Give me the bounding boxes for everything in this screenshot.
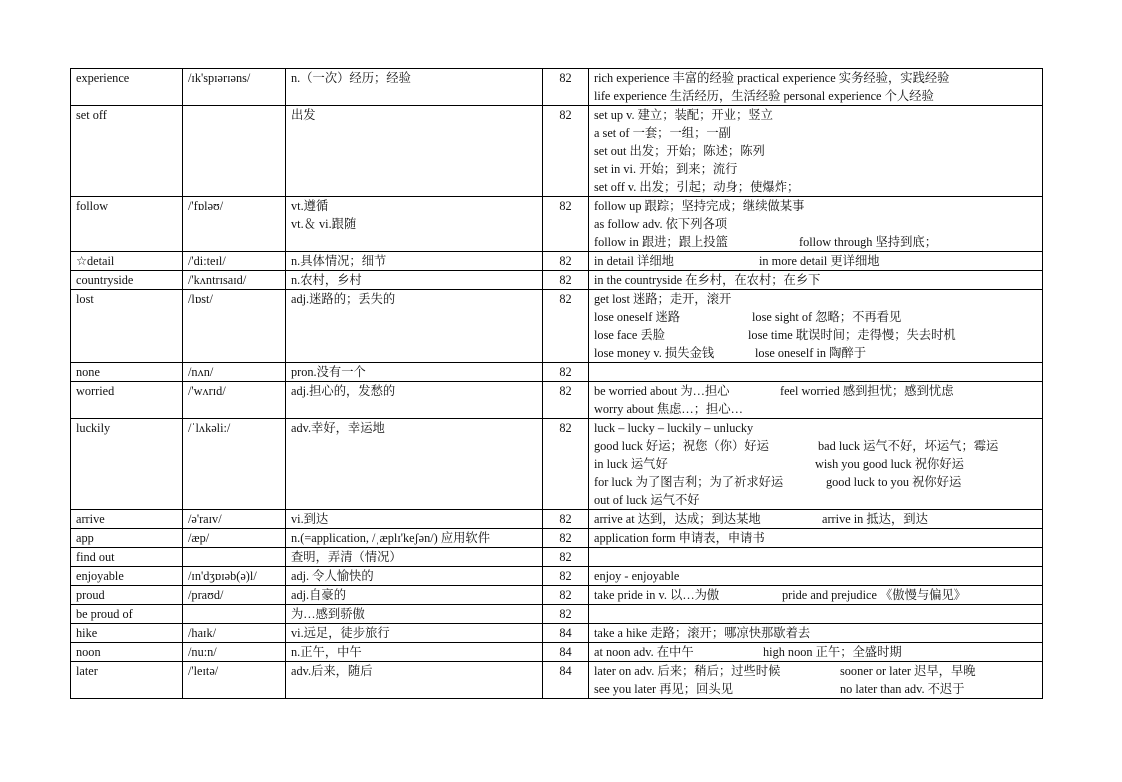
phrase-text: good luck to you 祝你好运 [826,475,962,489]
phrase-line [594,473,1037,491]
phrase-line [594,529,1037,547]
page-number-cell: 82 [543,419,589,510]
phrase-line [594,308,1037,326]
phonetic-cell: /'fɒləʊ/ [183,197,286,252]
phrase-text: life experience 生活经历，生活经验 personal experience 个人经验 [594,89,934,103]
phrase-text: wish you good luck 祝你好运 [815,457,964,471]
phrases-cell [589,605,1043,624]
phrase-line [594,326,1037,344]
word-cell: lost [71,290,183,363]
page-number-cell: 82 [543,69,589,106]
meaning-text: vt.＆ vi.跟随 [291,217,357,231]
phrases-cell [589,106,1043,197]
phrase-text: high noon 正午；全盛时期 [763,645,902,659]
meaning-cell [286,106,543,197]
vocabulary-table-body [71,69,1043,699]
phonetic-cell: /ə'raɪv/ [183,510,286,529]
phrase-text: good luck 好运；祝您（你）好运 [594,439,769,453]
phonetic-cell: /ɪn'dʒɒɪəb(ə)l/ [183,567,286,586]
phrase-line [594,233,1037,251]
phrase-text: worry about 焦虑…；担心… [594,402,743,416]
table-row [71,586,1043,605]
phrase-text: lose money v. 损失金钱 [594,346,715,360]
phrase-text: lose time 耽误时间；走得慢；失去时机 [748,328,956,342]
phrase-line [594,252,1037,270]
phrases-cell [589,69,1043,106]
table-row [71,106,1043,197]
table-row [71,548,1043,567]
phrase-line [594,680,1037,698]
meaning-cell [286,290,543,363]
meaning-cell [286,382,543,419]
phrase-line [594,106,1037,124]
word-cell: set off [71,106,183,197]
phrase-text: in the countryside 在乡村，在农村；在乡下 [594,273,821,287]
phrase-text: follow in 跟进；跟上投篮 [594,235,728,249]
meaning-text: 为…感到骄傲 [291,607,365,621]
table-row [71,643,1043,662]
phonetic-cell: /'wʌrɪd/ [183,382,286,419]
table-row [71,605,1043,624]
table-row [71,197,1043,252]
page-number-cell: 82 [543,271,589,290]
page-number-cell: 82 [543,382,589,419]
table-row [71,252,1043,271]
phonetic-cell: /lɒst/ [183,290,286,363]
phrase-line [594,69,1037,87]
meaning-text: pron.没有一个 [291,365,366,379]
phrase-text: no later than adv. 不迟于 [840,682,965,696]
meaning-text: adv.后来，随后 [291,664,373,678]
phrase-line [594,419,1037,437]
meaning-cell [286,529,543,548]
word-cell: arrive [71,510,183,529]
phrases-cell [589,419,1043,510]
meaning-cell [286,662,543,699]
phrase-text: be worried about 为…担心 [594,384,730,398]
phrase-text: out of luck 运气不好 [594,493,700,507]
phrases-cell [589,290,1043,363]
meaning-text: vi.到达 [291,512,329,526]
table-row [71,271,1043,290]
meaning-text: adj. 令人愉快的 [291,569,374,583]
phrase-text: rich experience 丰富的经验 practical experience 实务经验，实践经验 [594,71,950,85]
phrase-line [594,382,1037,400]
phonetic-cell [183,106,286,197]
meaning-cell [286,548,543,567]
word-cell: ☆detail [71,252,183,271]
phrase-text: lose oneself 迷路 [594,310,681,324]
phrase-line [594,567,1037,585]
meaning-text: adj.自豪的 [291,588,346,602]
phrase-text: take a hike 走路；滚开；哪凉快那歇着去 [594,626,811,640]
phrase-text: for luck 为了图吉利；为了祈求好运 [594,475,784,489]
word-cell: find out [71,548,183,567]
phrase-text: lose oneself in 陶醉于 [755,346,866,360]
phrase-line [594,624,1037,642]
word-cell: countryside [71,271,183,290]
page-number-cell: 84 [543,643,589,662]
phrase-text: follow through 坚持到底； [799,235,937,249]
phrase-line [594,178,1037,196]
phrase-text: see you later 再见；回头见 [594,682,733,696]
phrase-text: later on adv. 后来；稍后；过些时候 [594,664,781,678]
phrase-text: in more detail 更详细地 [759,254,880,268]
meaning-cell [286,624,543,643]
meaning-text: n.（一次）经历；经验 [291,71,411,85]
page-number-cell: 82 [543,548,589,567]
phonetic-cell: /'di:teɪl/ [183,252,286,271]
phrase-line [594,290,1037,308]
word-cell: follow [71,197,183,252]
phrases-cell [589,363,1043,382]
table-row [71,567,1043,586]
word-cell: none [71,363,183,382]
phrase-line [594,491,1037,509]
meaning-cell [286,510,543,529]
phonetic-cell: /ˈlʌkəli:/ [183,419,286,510]
meaning-text: 查明，弄清（情况） [291,550,402,564]
meaning-text: n.农村，乡村 [291,273,362,287]
phrases-cell [589,271,1043,290]
meaning-text: adj.迷路的；丢失的 [291,292,396,306]
phrase-text: bad luck 运气不好，坏运气；霉运 [818,439,999,453]
word-cell: noon [71,643,183,662]
meaning-text: adv.幸好，幸运地 [291,421,385,435]
phrase-line [594,643,1037,661]
phonetic-cell [183,548,286,567]
word-cell: app [71,529,183,548]
phrase-text: luck – lucky – luckily – unlucky [594,421,754,435]
phrase-line [594,437,1037,455]
phrases-cell [589,567,1043,586]
phrase-line [594,142,1037,160]
phrase-text: sooner or later 迟早，早晚 [840,664,976,678]
phrase-line [594,197,1037,215]
meaning-text: vi.远足，徒步旅行 [291,626,390,640]
page-number-cell: 82 [543,252,589,271]
phrase-line [594,510,1037,528]
phrase-text: application form 申请表，申请书 [594,531,765,545]
meaning-text: vt.遵循 [291,199,329,213]
page-number-cell: 82 [543,363,589,382]
phrase-text: set off v. 出发；引起；动身；使爆炸； [594,180,800,194]
word-cell: luckily [71,419,183,510]
meaning-cell [286,197,543,252]
table-row [71,69,1043,106]
phonetic-cell: /ɪk'spɪərɪəns/ [183,69,286,106]
phrase-line [594,662,1037,680]
phrase-text: in detail 详细地 [594,254,674,268]
table-row [71,624,1043,643]
meaning-text: n.具体情况；细节 [291,254,387,268]
page-number-cell: 82 [543,529,589,548]
page-number-cell: 82 [543,567,589,586]
phrase-text: at noon adv. 在中午 [594,645,694,659]
meaning-cell [286,605,543,624]
phrases-cell [589,382,1043,419]
meaning-text: 出发 [291,108,316,122]
phrase-line [594,215,1037,233]
meaning-cell [286,419,543,510]
table-row [71,290,1043,363]
meaning-cell [286,567,543,586]
meaning-cell [286,586,543,605]
word-cell: be proud of [71,605,183,624]
meaning-text: adj.担心的，发愁的 [291,384,396,398]
phrase-text: arrive at 达到，达成；到达某地 [594,512,761,526]
meaning-cell [286,69,543,106]
page-number-cell: 82 [543,586,589,605]
word-cell: later [71,662,183,699]
phrase-line [594,124,1037,142]
phonetic-cell: /'kʌntrɪsaɪd/ [183,271,286,290]
phonetic-cell: /æp/ [183,529,286,548]
phonetic-cell: /haɪk/ [183,624,286,643]
meaning-cell [286,363,543,382]
phrase-text: set in vi. 开始；到来；流行 [594,162,738,176]
page-number-cell: 82 [543,510,589,529]
phrase-line [594,160,1037,178]
phrases-cell [589,510,1043,529]
phonetic-cell [183,605,286,624]
phrases-cell [589,548,1043,567]
word-cell: hike [71,624,183,643]
phonetic-cell: /'leɪtə/ [183,662,286,699]
table-row [71,419,1043,510]
word-cell: worried [71,382,183,419]
phrases-cell [589,624,1043,643]
phonetic-cell: /praʊd/ [183,586,286,605]
phrase-line [594,400,1037,418]
meaning-text: n.正午，中午 [291,645,362,659]
phrase-text: pride and prejudice 《傲慢与偏见》 [782,588,967,602]
phonetic-cell: /nʌn/ [183,363,286,382]
page-number-cell: 82 [543,197,589,252]
phrases-cell [589,643,1043,662]
table-row [71,382,1043,419]
phrase-text: in luck 运气好 [594,457,668,471]
phrase-line [594,271,1037,289]
phrase-text: take pride in v. 以…为傲 [594,588,720,602]
page-number-cell: 82 [543,605,589,624]
meaning-cell [286,643,543,662]
page-number-cell: 82 [543,106,589,197]
phonetic-cell: /nu:n/ [183,643,286,662]
phrases-cell [589,586,1043,605]
phrases-cell [589,252,1043,271]
meaning-cell [286,271,543,290]
phrase-line [594,586,1037,604]
phrase-text: lose sight of 忽略；不再看见 [752,310,902,324]
table-row [71,363,1043,382]
phrase-text: feel worried 感到担忧；感到忧虑 [780,384,954,398]
phrase-line [594,87,1037,105]
phrase-text: set up v. 建立；装配；开业；竖立 [594,108,773,122]
phrase-text: follow up 跟踪；坚持完成；继续做某事 [594,199,805,213]
phrase-text: a set of 一套；一组；一副 [594,126,731,140]
table-row [71,529,1043,548]
phrase-text: enjoy - enjoyable [594,569,680,583]
phrases-cell [589,662,1043,699]
word-cell: experience [71,69,183,106]
word-cell: enjoyable [71,567,183,586]
vocabulary-table [70,68,1043,699]
phrases-cell [589,197,1043,252]
phrases-cell [589,529,1043,548]
phrase-text: arrive in 抵达，到达 [822,512,928,526]
phrase-text: get lost 迷路；走开，滚开 [594,292,732,306]
meaning-cell [286,252,543,271]
page-number-cell: 84 [543,662,589,699]
phrase-line [594,344,1037,362]
table-row [71,510,1043,529]
meaning-text: n.(=application, /ˌæplɪ'keʃən/) 应用软件 [291,531,491,545]
word-cell: proud [71,586,183,605]
phrase-line [594,455,1037,473]
vocabulary-page [70,68,1042,699]
phrase-text: set out 出发；开始；陈述；陈列 [594,144,765,158]
phrase-text: as follow adv. 依下列各项 [594,217,728,231]
table-row [71,662,1043,699]
page-number-cell: 82 [543,290,589,363]
phrase-text: lose face 丢脸 [594,328,666,342]
page-number-cell: 84 [543,624,589,643]
